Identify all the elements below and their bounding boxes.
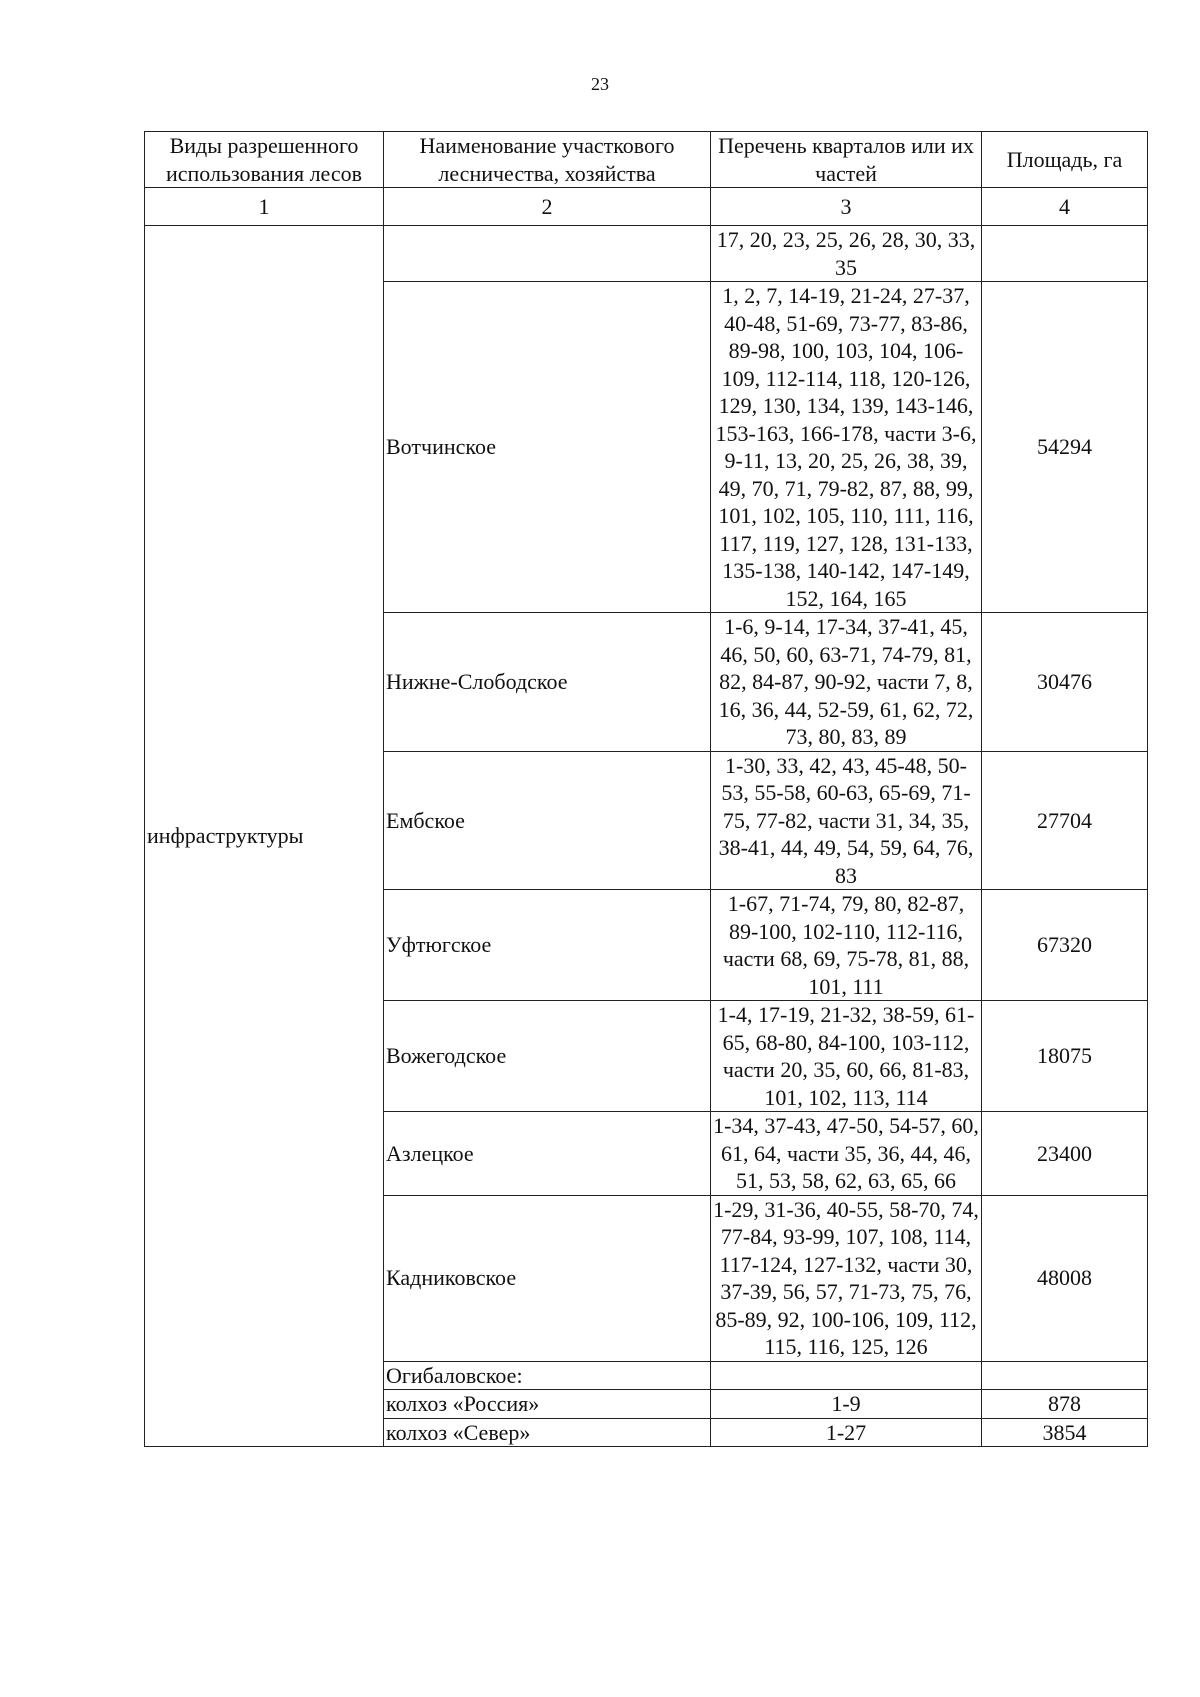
column-number-row <box>145 188 1148 226</box>
header-area: Площадь, га <box>982 132 1148 188</box>
area-cell: 30476 <box>982 613 1148 752</box>
quarters-cell: 1, 2, 7, 14-19, 21-24, 27-37, 40-48, 51-69, 73-77, 83-86, 89-98, 100, 103, 104, 106-109, 112-114, 118, 120-126, 129, 130, 134, 139, 143-146, 153-163, 166-178, части 3-6, 9-11, 13, 20, 25, 26, 38, 39, 49, 70, 71, 79-82, 87, 88, 99, 101, 102, 105, 110, 111, 116, 117, 119, 127, 128, 131-133, 135-138, 140-142, 147-149, 152, 164, 165 <box>711 282 982 613</box>
district-name-cell <box>384 226 711 282</box>
area-cell: 3854 <box>982 1418 1148 1447</box>
district-name-cell: Огибаловское: <box>384 1361 711 1390</box>
quarters-cell: 1-27 <box>711 1418 982 1447</box>
quarters-cell: 1-6, 9-14, 17-34, 37-41, 45, 46, 50, 60, 63-71, 74-79, 81, 82, 84-87, 90-92, части 7, 8, 16, 36, 44, 52-59, 61, 62, 72, 73, 80, 83, 89 <box>711 613 982 752</box>
area-cell: 67320 <box>982 890 1148 1001</box>
page-number: 23 <box>591 74 609 94</box>
area-cell: 54294 <box>982 282 1148 613</box>
column-number: 2 <box>384 188 711 226</box>
column-number: 1 <box>145 188 384 226</box>
header-district-name: Наименование участкового лесничества, хозяйства <box>384 132 711 188</box>
column-number: 4 <box>982 188 1148 226</box>
header-usage-type: Виды разрешенного использования лесов <box>145 132 384 188</box>
district-name-cell: Вотчинское <box>384 282 711 613</box>
area-cell: 878 <box>982 1390 1148 1419</box>
area-cell: 18075 <box>982 1001 1148 1112</box>
header-row <box>145 132 1148 188</box>
area-cell: 48008 <box>982 1195 1148 1361</box>
district-name-cell: Ембское <box>384 751 711 890</box>
quarters-cell: 1-67, 71-74, 79, 80, 82-87, 89-100, 102-110, 112-116, части 68, 69, 75-78, 81, 88, 101, 111 <box>711 890 982 1001</box>
area-cell <box>982 226 1148 282</box>
column-number: 3 <box>711 188 982 226</box>
header-quarters-list: Перечень кварталов или их частей <box>711 132 982 188</box>
area-cell: 27704 <box>982 751 1148 890</box>
district-name-cell: колхоз «Север» <box>384 1418 711 1447</box>
district-name-cell: колхоз «Россия» <box>384 1390 711 1419</box>
usage-type-cell: инфраструктуры <box>145 226 384 1447</box>
district-name-cell: Уфтюгское <box>384 890 711 1001</box>
forest-usage-table <box>144 131 1148 1447</box>
quarters-cell: 1-9 <box>711 1390 982 1419</box>
quarters-cell: 17, 20, 23, 25, 26, 28, 30, 33, 35 <box>711 226 982 282</box>
district-name-cell: Кадниковское <box>384 1195 711 1361</box>
quarters-cell: 1-29, 31-36, 40-55, 58-70, 74, 77-84, 93-99, 107, 108, 114, 117-124, 127-132, части 30, 37-39, 56, 57, 71-73, 75, 76, 85-89, 92, 100-106, 109, 112, 115, 116, 125, 126 <box>711 1195 982 1361</box>
table-row <box>145 226 1148 282</box>
district-name-cell: Азлецкое <box>384 1112 711 1196</box>
quarters-cell <box>711 1361 982 1390</box>
area-cell <box>982 1361 1148 1390</box>
quarters-cell: 1-34, 37-43, 47-50, 54-57, 60, 61, 64, части 35, 36, 44, 46, 51, 53, 58, 62, 63, 65, 66 <box>711 1112 982 1196</box>
quarters-cell: 1-4, 17-19, 21-32, 38-59, 61-65, 68-80, 84-100, 103-112, части 20, 35, 60, 66, 81-83, 101, 102, 113, 114 <box>711 1001 982 1112</box>
district-name-cell: Вожегодское <box>384 1001 711 1112</box>
district-name-cell: Нижне-Слободское <box>384 613 711 752</box>
area-cell: 23400 <box>982 1112 1148 1196</box>
quarters-cell: 1-30, 33, 42, 43, 45-48, 50-53, 55-58, 60-63, 65-69, 71-75, 77-82, части 31, 34, 35, 38-41, 44, 49, 54, 59, 64, 76, 83 <box>711 751 982 890</box>
